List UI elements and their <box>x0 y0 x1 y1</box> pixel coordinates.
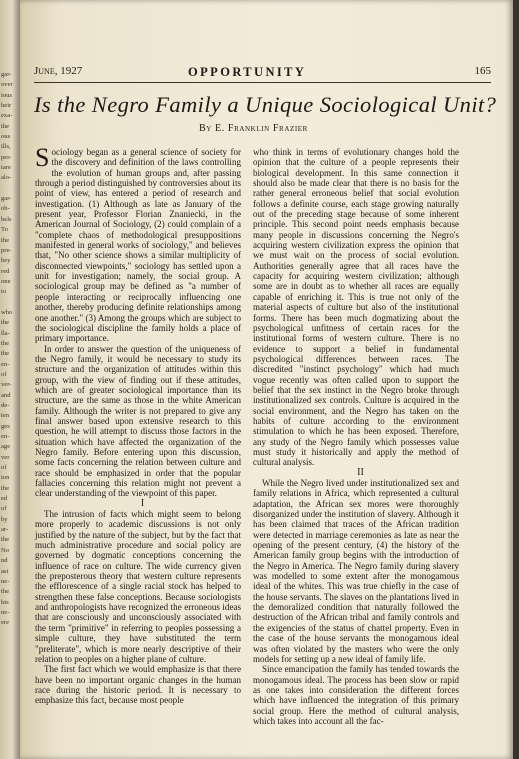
margin-fragment: his <box>1 598 9 606</box>
margin-fragment: ed <box>1 495 8 503</box>
drop-cap: S <box>35 143 50 172</box>
margin-fragment: lla- <box>1 329 10 337</box>
margin-fragment: the <box>1 588 10 596</box>
header-magazine-title: OPPORTUNITY <box>188 65 307 79</box>
margin-fragment: ten <box>1 412 10 420</box>
adjacent-page-margin <box>0 0 20 759</box>
article-title: Is the Negro Family a Unique Sociological Unit? <box>34 92 497 117</box>
margin-fragment: ast <box>1 567 9 575</box>
margin-fragment: ob- <box>1 205 10 213</box>
paragraph: In order to answer the question of the uniqueness of the Negro family, it would be necessary to study its structure and the organization of attitudes within this group, with the view of finding out if these attitudes, which are of greater sociological importance than its structure, are the same as those in the white American family. Although the writer is not prepared to give any final answer based upon extensive research to this question, he will attempt to discuss those factors in the situation which have affected the organization of the Negro family. Before entering upon this discussion, some facts concerning the relation between culture and race should be emphasized in order that the popular fallacies concerning this relation might not prevent a clear understanding of the viewpoint of this paper. <box>35 343 241 499</box>
margin-fragment: red <box>1 267 10 275</box>
margin-fragment: alo- <box>1 174 12 182</box>
margin-fragment: nd <box>1 557 8 565</box>
margin-fragment: gar- <box>1 195 12 203</box>
magazine-page <box>20 0 513 759</box>
margin-fragment: the <box>1 536 10 544</box>
margin-fragments <box>1 70 19 629</box>
margin-fragment: gar- <box>1 71 12 78</box>
margin-fragment: the <box>1 350 10 358</box>
paragraph: While the Negro lived under institutionalized sex and family relations in Africa, which represented a cultural adaptation, the African sex mores were thoroughly disorganized under the institution of slavery. Although it has been claimed that traces of the African tradition were detected in marriage ceremonies as late as near the opening of the present century, (4) the history of the American family group begins with the introduction of the Negro in America. The Negro family during slavery was modelled to some extent after the monogamous ideal of the whites. This was true chiefly in the case of the house servants. The slaves on the plantations lived in the demoralized condition that naturally followed the destruction of the African tribal and family controls and the exigencies of the status of chattel property. Even in the case of the house servants the monogamous ideal was often violated by the masters who were the only models for setting up a new ideal of family life. <box>253 478 459 664</box>
paragraph: The intrusion of facts which might seem to belong more properly to academic discussions is not only justified by the nature of the subject, but by the fact that much administrative procedure and social policy are governed by dogmatic conceptions concerning the influence of race on culture. The wide currency given the preposterous theory that western culture represents the efflorescence of a single racial stock has helped to strengthen these false conceptions. Because sociologists and anthropologists have recognized the erroneous ideas that are consciously and unconsciously associated with the term "primitive" in referring to peoples possessing a simple culture, they have substituted the term "preliterate", which is more nearly descriptive of their relation to peoples on a higher plane of culture. <box>35 509 241 664</box>
margin-fragment: en- <box>1 433 10 441</box>
page-edge-shadow <box>513 0 519 759</box>
margin-fragment: heir <box>1 102 12 110</box>
margin-fragment: To <box>1 226 8 234</box>
margin-fragment: of <box>1 505 7 513</box>
section-heading-ii: II <box>357 466 364 478</box>
margin-fragment <box>1 184 19 194</box>
margin-fragment: hey <box>1 257 11 265</box>
header-date: June, 1927 <box>34 65 83 77</box>
margin-fragment: ous <box>1 133 11 141</box>
article-byline: By E. Franklin Frazier <box>199 123 308 134</box>
margin-fragment: of <box>1 464 7 472</box>
margin-fragment: the <box>1 122 10 130</box>
margin-fragment: ver <box>1 453 10 461</box>
margin-fragment: age <box>1 443 11 451</box>
margin-fragment: ar- <box>1 526 9 534</box>
margin-fragment: the <box>1 236 10 244</box>
margin-fragment: ver- <box>1 381 12 389</box>
margin-fragment: the <box>1 339 10 347</box>
right-column <box>253 147 459 726</box>
margin-fragment: per- <box>1 153 12 161</box>
margin-fragment: over <box>1 81 13 89</box>
paragraph: The first fact which we would emphasize is that there have been no important organic changes in the human race during the historic period. It is necessary to emphasize this fact, because most people <box>35 664 241 706</box>
margin-fragment: ious <box>1 91 12 99</box>
margin-fragment: one <box>1 277 11 285</box>
margin-fragment: de- <box>1 402 10 409</box>
paragraph-intro: Sociology began as a general science of society for the discovery and definition of the laws controlling the evolution of human groups and, after passing through a period distinguished by controversies about its point of view, has entered a period of research and investigation. (1) Although as late as January of the present year, Professor Florian Znaniecki, in the American Journal of Sociology, (2) could complain of a "complete chaos of methodological presuppositions manifested in general works of sociology," and believes that, "No other science shows a similar multiplicity of disconnected viewpoints," sociology has settled upon a unit for investigation; namely, the social group. A sociological group may be defined as "a number of people interacting or reciprocally influencing one another, thereby producing definite relationships among one another." (3) Among the groups which are subject to the sociological discipline the family holds a place of primary importance. <box>35 143 241 344</box>
margin-fragment <box>1 298 19 308</box>
margin-fragment: ne- <box>1 577 10 585</box>
margin-fragment: who <box>1 308 13 316</box>
margin-fragment: the <box>1 484 10 492</box>
margin-fragment: ere <box>1 619 10 627</box>
margin-fragment: by <box>1 515 8 523</box>
margin-fragment: and <box>1 391 11 399</box>
running-header <box>34 62 491 83</box>
margin-fragment: exa- <box>1 112 13 120</box>
margin-fragment: bels <box>1 215 12 223</box>
paragraph: who think in terms of evolutionary changes hold the opinion that the culture of a people represents their biological development. In this same connection it should also be made clear that there is no basis for the rather general erroneous belief that social evolution follows a definite course, each stage growing naturally out of the preceding stage because of some inherent principle. This second point needs emphasis because many people in discussions concerning the Negro's acquiring western civilization express the opinion that we must wait on the process of social evolution. Authorities generally agree that all races have the capacity for acquiring western civilization; although some are in doubt as to whether all races are equally capable of enriching it. This is true not only of the material aspects of culture but also of the institutional forms. There has been much dogmatizing about the psychological unfitness of certain races for the institutional forms of western culture. There is no evidence to support a belief in fundamental psychological differences between races. The discredited "instinct psychology" which had much vogue recently was often called upon to support the belief that the sex instinct in the Negro broke through institutionalized sex controls. Culture is acquired in the social environment, and the Negro has taken on the habits of culture according to the environment stimulation to which he has been exposed. Therefore, any study of the Negro family which possesses value must study it historically and apply the method of cultural analysis. <box>253 147 459 468</box>
header-page-number: 165 <box>474 65 491 77</box>
left-column <box>35 143 241 706</box>
margin-fragment: the <box>1 319 10 327</box>
paragraph: Since emancipation the family has tended towards the monogamous ideal. The process has been slow or rapid as one takes into consideration the different forces which have influenced the integration of this primary social group. Here the method of cultural analysis, which takes into account all the fac- <box>253 664 459 726</box>
margin-fragment: of <box>1 370 7 378</box>
margin-fragment: tare <box>1 164 11 172</box>
margin-fragment: ion <box>1 474 10 482</box>
margin-fragment: ne- <box>1 608 10 616</box>
margin-fragment: pre- <box>1 246 12 254</box>
margin-fragment: to <box>1 288 7 296</box>
margin-fragment: No <box>1 546 10 554</box>
margin-fragment: ills, <box>1 143 11 151</box>
margin-fragment: ges <box>1 422 10 430</box>
section-heading-i: I <box>140 497 145 509</box>
margin-fragment: en- <box>1 360 10 368</box>
